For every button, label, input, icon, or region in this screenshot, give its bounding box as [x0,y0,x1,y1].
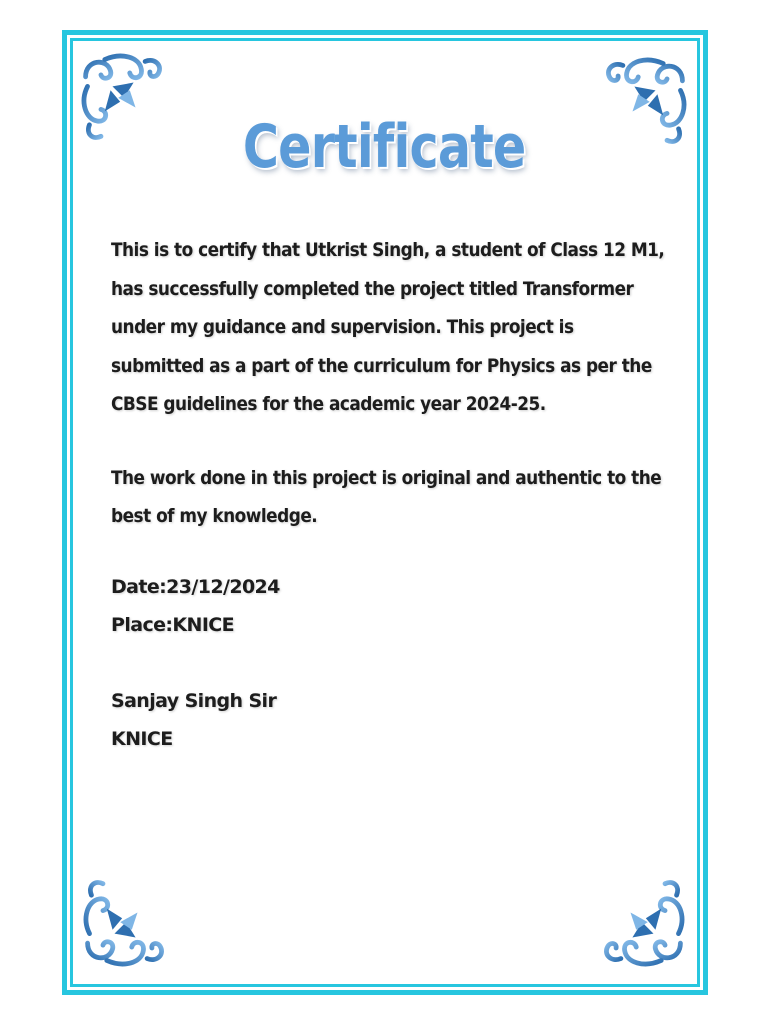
certificate-date: Date:23/12/2024 [111,576,280,598]
certificate-place: Place:KNICE [111,614,235,636]
certificate-paragraph-2 [111,460,671,536]
certification-statement: This is to certify that Utkrist Singh, a student of Class 12 M1, has successfully completed the project titled Transformer under my guidance and supervision. This project is submitted as a part of the curriculum for Physics as per the CBSE guidelines for the academic year 2024-25. [111,240,665,415]
signatory-organization: KNICE [111,728,173,750]
certificate-paragraph-1 [111,232,671,425]
signatory-name: Sanjay Singh Sir [111,690,277,712]
originality-statement: The work done in this project is original and authentic to the best of my knowledge. [111,468,662,527]
bottom-left-ornament-icon [78,876,174,972]
bottom-right-ornament-icon [594,876,690,972]
certificate-title: Certificate [242,112,526,182]
